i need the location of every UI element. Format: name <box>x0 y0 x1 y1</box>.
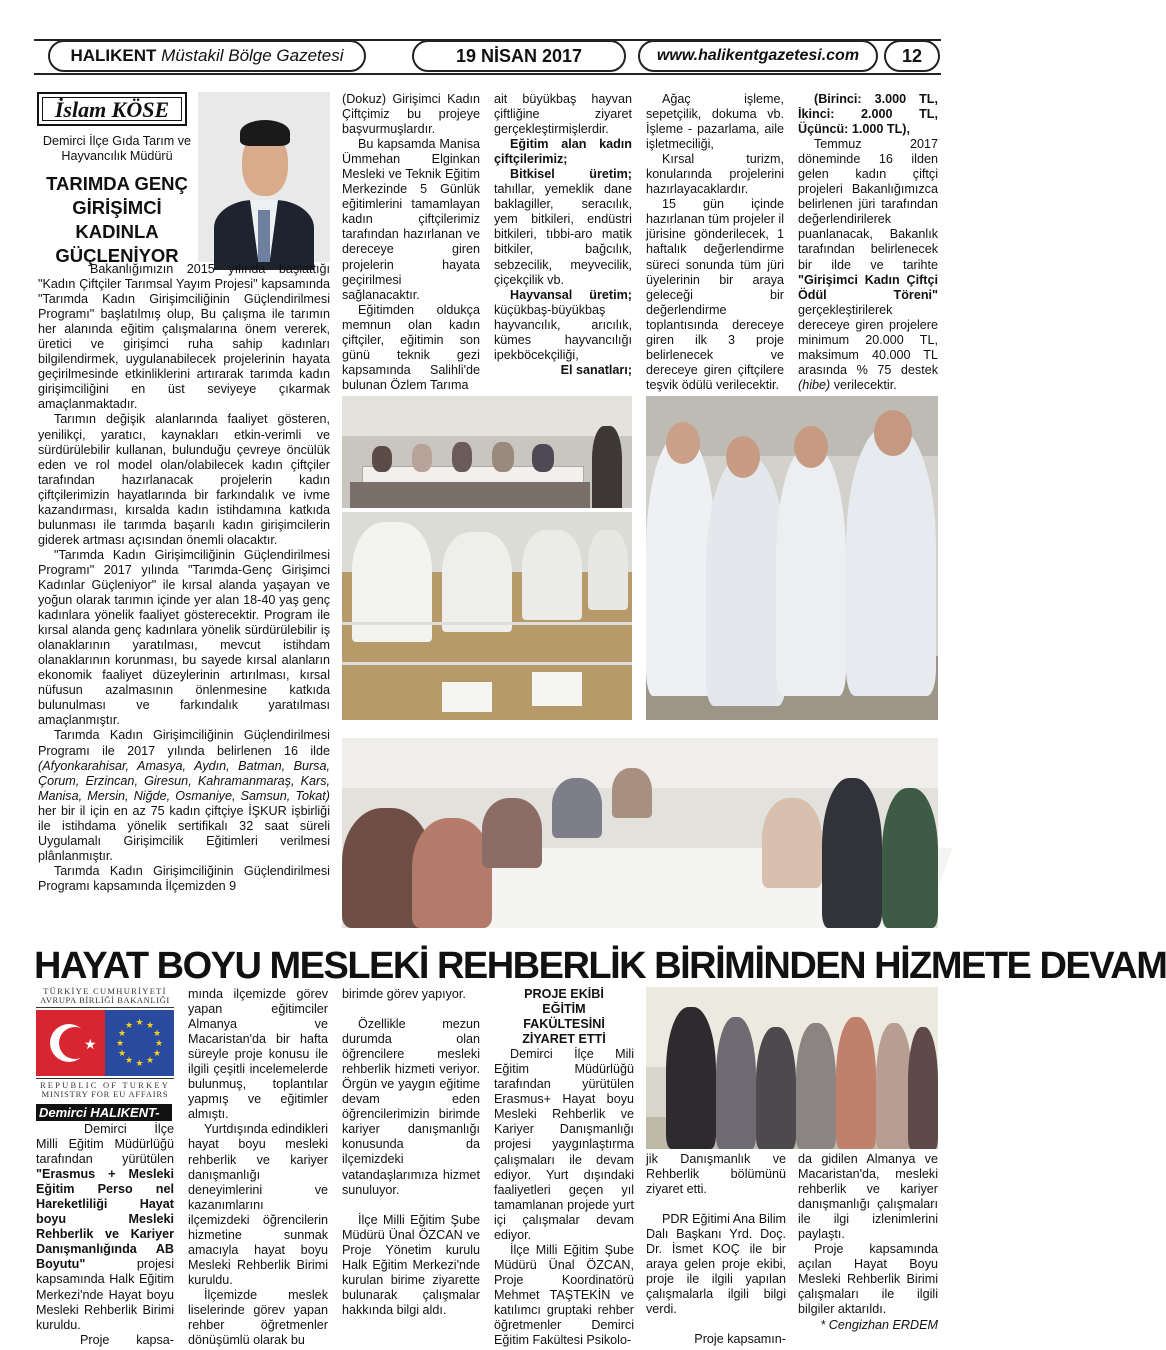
issue-date <box>412 40 626 72</box>
a1-col1-p4 <box>38 728 330 863</box>
article2-col5 <box>646 1152 786 1348</box>
svg-text:★: ★ <box>115 1039 125 1049</box>
a2-col6-p2: Proje kapsamında açılan Hayat Boyu Mesleki Rehberlik Birimi çalışmaları ile ilgili bilgiler aktarıldı. <box>798 1242 938 1317</box>
a1-col4-p1: Ağaç işleme, sepetçilik, dokuma vb. İşleme - pazarlama, aile işletmeciliği, <box>646 92 784 152</box>
farm-visit-photo <box>646 396 938 720</box>
a2-col1-b: projesi kapsamında Halk Eğitim Merkezi'nde Hayat boyu Mesleki Rehberlik Birimi kuruldu. <box>36 1257 174 1332</box>
svg-text:★: ★ <box>117 1049 127 1059</box>
author-photo <box>198 92 330 262</box>
a1-col2-p1: (Dokuz) Girişimci Kadın Çiftçimiz bu projeye başvurmuşlardır. <box>342 92 480 137</box>
training-room-photo <box>342 396 632 508</box>
a2-col1-a: Demirci İlçe Milli Eğitim Müdürlüğü tarafından yürütülen <box>36 1122 174 1167</box>
svg-text:★: ★ <box>117 1029 127 1039</box>
byline <box>36 1104 172 1121</box>
article2-col2 <box>188 987 328 1348</box>
turkey-eu-logo <box>36 986 174 1108</box>
a1-hibe: (hibe) <box>798 377 831 392</box>
article2-col6 <box>798 1152 938 1333</box>
a1-col5-prize: (Birinci: 3.000 TL, İkinci: 2.000 TL, Üçüncü: 1.000 TL), <box>798 92 938 137</box>
a1-bitkisel-text: tahıllar, yemeklik dane baklagiller, seracılık, yem bitkileri, endüstri bitkileri, tıbbi-aro matik bitkiler, bağcılık, sebzecilik, meyvecilik, çiçekçilik vb. <box>494 182 632 287</box>
a1-intro: Bakanlığımızın 2015 yılında başlattığı "Kadın Çiftçiler Tarımsal Yayım Projesi" kapsamında "Tarımda Kadın Girişimciliğinin Güçlendirilmesi Programı" başlatılmış olup, Bu çalışma ile tarımın her alanında eğitim çalışmalarına önem vererek, üretici ve girişimci ruha sahip kadınları bilgilendirmek, uygulanabilecek projelerinin hayata geçirilmesinde etkinliklerini artırarak tarımda kadın girişimciliğini en üst seviyeye çıkarmak amaçlanmaktadır. <box>38 262 330 412</box>
a1-col1-p1 <box>38 262 330 412</box>
a1-col2-p2: Bu kapsamda Manisa Ümmehan Elginkan Mesleki ve Teknik Eğitim Merkezinde 5 Günlük eğitimlerini tamamlayan kadın çiftçilerimiz tarafından hazırlanan ve dereceye giren projelerin hayata geçirilmesi sağlanacaktır. <box>342 137 480 302</box>
a2-col5-p1: jik Danışmanlık ve Rehberlik bölümünü ziyaret etti. <box>646 1152 786 1197</box>
paper-name-bold: HALIKENT <box>70 46 157 65</box>
a2-col4-p1: Demirci İlçe Mili Eğitim Müdürlüğü tarafından yürütülen Erasmus+ Hayat boyu Mesleki Rehberlik ve Kariyer Danışmanlığı projesi yaygınlaştırma çalışmaları ile devam ediyor. Yurt dışındaki faaliyetleri geçen yıl tamamlanan projede yurt içi çalışmalar devam ediyor. <box>494 1047 634 1242</box>
date-text: 19 NİSAN 2017 <box>455 45 583 66</box>
author-box <box>37 92 187 126</box>
logo-bot1: REPUBLIC OF TURKEY <box>39 1080 171 1090</box>
svg-text:★: ★ <box>145 1021 155 1031</box>
byline-text: Demirci HALIKENT- <box>39 1105 160 1120</box>
a2-col2-p1: mında ilçemizde görev yapan eğitimciler Almanya ve Macaristan'da bir hafta süreyle proje konusu ile ilgili çeşitli incelemelerde bulunmuş, toplantılar yapmış ve eğitimler almıştı. <box>188 987 328 1122</box>
article2-col1 <box>36 1122 174 1348</box>
eu-stars-svg <box>105 1010 174 1076</box>
a1-col5-p2 <box>798 137 938 393</box>
svg-text:★: ★ <box>145 1056 155 1066</box>
paper-name <box>48 40 366 72</box>
eu-stars-icon <box>105 1010 174 1076</box>
a1-col3-p4 <box>494 288 632 363</box>
calf-huts-photo <box>342 512 632 720</box>
a1-col3-p1: ait büyükbaş hayvan çiftliğine ziyaret gerçekleştirmişlerdir. <box>494 92 632 137</box>
svg-text:★: ★ <box>152 1049 162 1059</box>
logo-top2: AVRUPA BİRLİĞİ BAKANLIĞI <box>40 995 170 1005</box>
a1-col5-c: verilecektir. <box>833 377 897 392</box>
article1-col2 <box>342 92 480 393</box>
a1-provinces: (Afyonkarahisar, Amasya, Aydın, Batman, Bursa, Çorum, Erzincan, Giresun, Kahramanmaraş, Kars, Manisa, Mersin, Niğde, Osmaniye, Samsun, Tokat) <box>38 758 330 803</box>
a1-hayvansal: Hayvansal üretim; <box>510 287 632 302</box>
a1-col4-p3: 15 gün içinde hazırlanan tüm projeler il jürisine gönderilecek, 1 haftalık değerlendirme süreci sonunda tüm jüri üyelerinin bir araya geleceği bir değerlendirme toplantısında dereceye giren ilk 3 proje belirlenecek ve dereceye giren çiftçilere teşvik ödülü verilecektir. <box>646 197 784 392</box>
article1-col5 <box>798 92 938 393</box>
a2-col5-p3: Proje kapsamın- <box>694 1332 786 1347</box>
svg-text:★: ★ <box>124 1056 134 1066</box>
a2-col3-p2: Özellikle mezun durumda olan öğrencilere mesleki rehberlik hizmeti veriyor. Örgün ve yaygın eğitime devam eden öğrencilerimizin birimde kariyer danışmanlığı konusunda da ilçemizdeki vatandaşlarımıza hizmet sunuluyor. <box>342 1017 480 1197</box>
article2-headline: HAYAT BOYU MESLEKİ REHBERLİK BİRİMİNDEN HİZMETE DEVAM <box>34 945 1166 987</box>
website-text: www.halikentgazetesi.com <box>656 47 860 64</box>
a1-col2-p3: Eğitimden oldukça memnun olan kadın çiftçiler, eğitimin son günü teknik gezi kapsamında Salihli'de bulunan Özlem Tarıma <box>342 302 480 392</box>
page-number-text: 12 <box>901 45 923 66</box>
author-title: Demirci İlçe Gıda Tarım ve Hayvancılık Müdürü <box>42 134 192 163</box>
website[interactable] <box>638 40 878 72</box>
a1-col1-p3: "Tarımda Kadın Girişimciliğinin Güçlendirilmesi Programı" 2017 yılında "Tarımda-Genç Girişimci Kadınlar Güçleniyor" ile kırsal alanda yaşayan ve yoğun olarak tarımın içinde yer alan 18-40 yaş genç kadınlara yönelik faaliyet gösterecektir. Program ile kırsal alanda genç kadınlara yönelik sürdürülebilir iş olanaklarının yaratılması, mevcut istihdam olanaklarının korunması, bu sayede kırsal alanların ekonomik faaliyet düzeylerinin artırılması, kırsal nüfusun azalmasının önlenmesine katkıda bulunulması ve farkındalık yaratılması amaçlanmıştır. <box>38 547 330 728</box>
a2-col4-p2: İlçe Milli Eğitim Şube Müdürü Ünal ÖZCAN, Proje Koordinatörü Mehmet TAŞTEKİN ve katılımcı gruptaki rehber öğretmenler Demirci Eğitim Fakültesi Psikolo- <box>494 1242 634 1348</box>
a2-col5-p2: PDR Eğitimi Ana Bilim Dalı Başkanı Yrd. Doç. Dr. İsmet KOÇ ile bir araya gelen proje ekibi, proje ile ilgili yapılan çalışmalarla ilgili bilgi verdi. <box>646 1212 786 1317</box>
a2-col2-p3: İlçemizde meslek liselerinde görev yapan rehber öğretmenler dönüşümlü olarak bu <box>188 1287 328 1348</box>
a1-col5-a: Temmuz 2017 döneminde 16 ilden gelen kadın çiftçi projeleri Bakanlığımızca belirlenen jüri tarafından değerlendirilerek puanlanacak, Bakanlık tarafından belirlenecek bir ilde ve tarihte <box>798 137 938 272</box>
article1-headline: TARIMDA GENÇ GİRİŞİMCİ KADINLA GÜÇLENİYOR <box>46 173 188 266</box>
a1-hayvansal-text: küçükbaş-büyükbaş hayvancılık, arıcılık, kümes hayvancılığı ipekböcekçiliği, <box>494 302 632 362</box>
a1-col5-b: gerçekleştirilerek dereceye giren projelere minimum 20.000 TL, maksimum 40.000 TL arasında % 75 destek <box>798 302 938 377</box>
logo-bot2: MINISTRY FOR EU AFFAIRS <box>41 1089 169 1099</box>
article2-col4 <box>494 987 634 1348</box>
a2-col6-p1: da gidilen Almanya ve Macaristan'da, mesleki rehberlik ve kariyer danışmanlığı çalışmaları ile ilgi izlenimlerini paylaştı. <box>798 1152 938 1242</box>
faculty-visit-photo <box>646 987 938 1149</box>
classroom-photo <box>342 738 938 928</box>
a1-col4-p2: Kırsal turizm, konularında projelerini hazırlayacaklardır. <box>646 152 784 197</box>
a2-col3-p3: İlçe Milli Eğitim Şube Müdürü Ünal ÖZCAN ve Proje Yönetim kurulu Halk Eğitim Merkezi'nde kurulan birime ziyarette bulunarak çalışmalar hakkında bilgi aldı. <box>342 1212 480 1317</box>
article2-col3 <box>342 987 480 1318</box>
a2-col1-p2: Proje kapsa- <box>80 1332 174 1347</box>
a2-col1-p1 <box>36 1122 174 1333</box>
a1-col3-p3 <box>494 167 632 287</box>
article1-col3 <box>494 92 632 378</box>
logo-top1: TÜRKİYE CUMHURİYETİ <box>43 986 167 996</box>
a1-bitkisel: Bitkisel üretim; <box>510 167 632 182</box>
svg-text:★: ★ <box>135 1059 144 1069</box>
a2-col1-bold: "Erasmus + Mesleki Eğitim Perso nel Hareketliliği Hayat boyu Mesleki Rehberlik ve Kariyer Danışmanlığında AB Boyutu" <box>36 1167 174 1272</box>
a2-col4-heading: PROJE EKİBİ EĞİTİM FAKÜLTESİNİ ZİYARET ETTİ <box>522 987 606 1047</box>
a2-col3-p1: birimde görev yapıyor. <box>342 987 466 1001</box>
svg-text:★: ★ <box>135 1018 144 1028</box>
a1-col1-p5: Tarımda Kadın Girişimciliğinin Güçlendirilmesi Programı kapsamında İlçemizden 9 <box>38 863 330 893</box>
a1-col1-p2: Tarımın değişik alanlarında faaliyet gösteren, yenilikçi, yaratıcı, kaynakları etkin-verimli ve sürdürülebilir kullanan, bulunduğu çevreye öncülük eden ve rol model olan/olabilecek kadın çiftçiler tarafından hazırlanacak projelerin kadın çiftçilerimizin hayatlarında bir farkındalık ve ivme kazandırması, kırsalda kadın istihdamına katkıda bulunması ile tarımda başarılı kadın girişimcilerin giderek artması açısından önemli olacaktır. <box>38 412 330 547</box>
a1-col3-p5: El sanatları; <box>560 362 632 377</box>
a2-signature: * Cengizhan ERDEM <box>820 1317 938 1332</box>
svg-text:★: ★ <box>154 1039 164 1049</box>
a1-p4-text: Tarımda Kadın Girişimciliğinin Güçlendirilmesi Programı ile 2017 yılında belirlenen 16 ilde <box>38 728 330 758</box>
author-name: İslam KÖSE <box>54 97 170 122</box>
a1-ceremony: "Girişimci Kadın Çiftçi Ödül Töreni" <box>798 272 938 302</box>
paper-name-rest: Müstakil Bölge Gazetesi <box>161 46 344 65</box>
a2-col2-p2: Yurtdışında edindikleri hayat boyu mesleki rehberlik ve kariyer danışmanlığı deneyimlerini ve kazanımlarını ilçemizdeki öğrencilerin hizmetine sunmak amacıyla hayat boyu Mesleki Rehberlik Birimi kuruldu. <box>188 1122 328 1287</box>
a1-col3-p2: Eğitim alan kadın çiftçilerimiz; <box>494 137 632 167</box>
crescent-star-icon: ★ <box>36 1010 105 1076</box>
article1-col4 <box>646 92 784 393</box>
page-number <box>884 40 940 72</box>
a1-p4-after: her bir il için en az 75 kadın çiftçiye İŞKUR işbirliği ile istihdama yönelik sertifikalı 32 saat süreli Uygulamalı Girişimcilik Eğitimleri verilmesi plânlanmıştır. <box>38 803 330 863</box>
svg-text:★: ★ <box>152 1029 162 1039</box>
svg-text:★: ★ <box>124 1021 134 1031</box>
article1-col1-body <box>38 262 330 894</box>
